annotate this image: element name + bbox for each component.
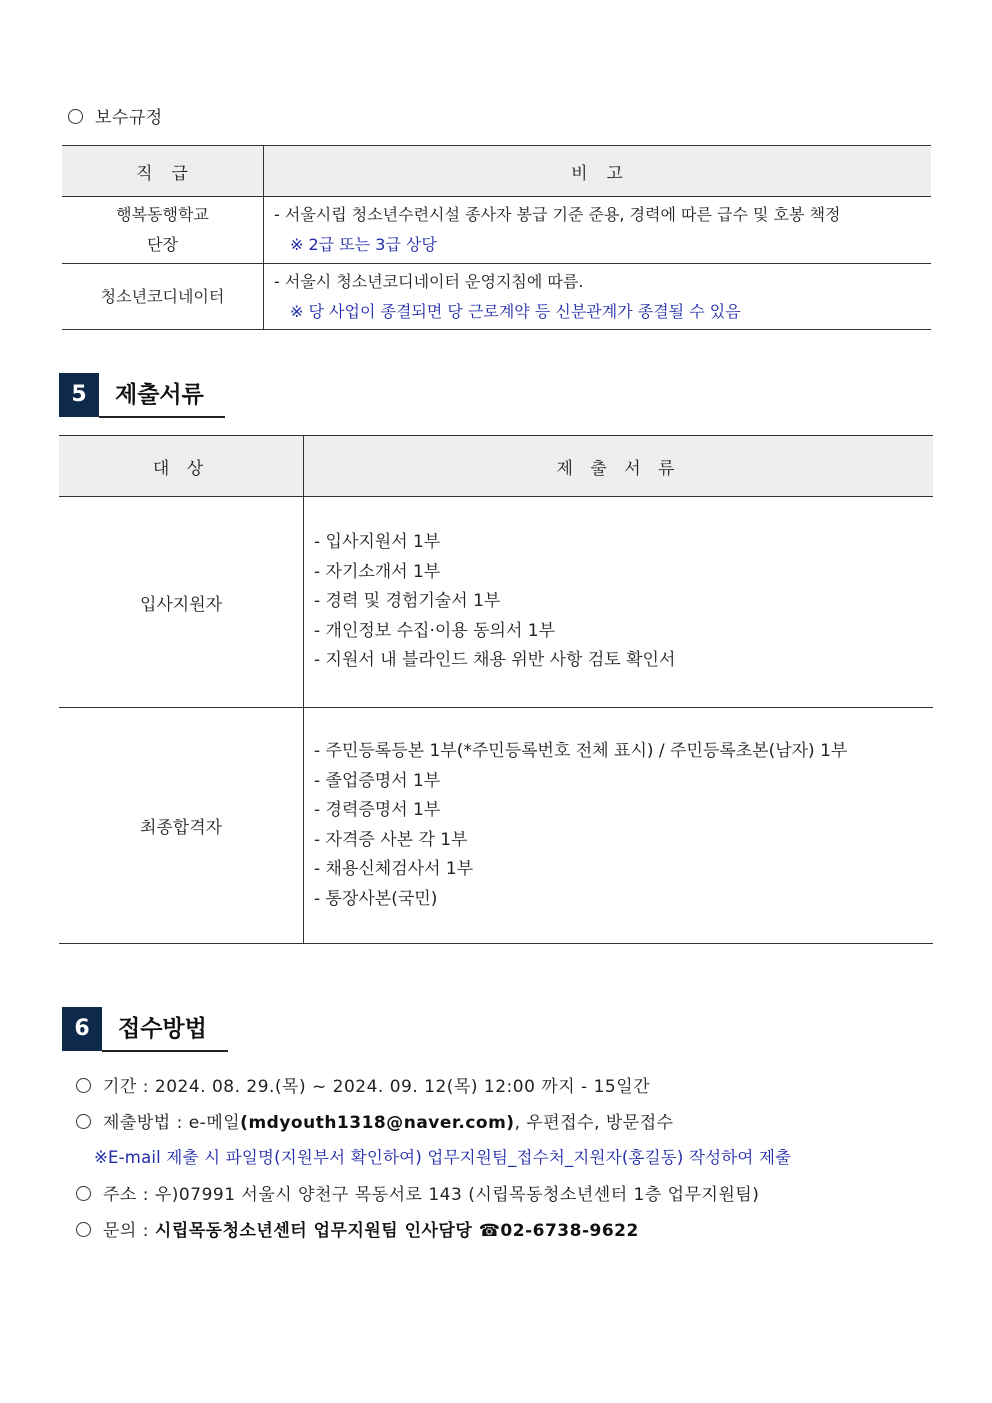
documents-table	[59, 435, 933, 944]
position-cell	[62, 197, 264, 264]
circle-bullet-icon	[76, 1186, 91, 1201]
document-item: - 자격증 사본 각 1부	[314, 829, 468, 850]
contact-label: 문의 :	[103, 1221, 155, 1241]
position-line: 단장	[147, 235, 178, 254]
circle-bullet-icon	[76, 1114, 91, 1129]
target-cell: 최종합격자	[59, 708, 304, 944]
section-underline	[99, 416, 225, 418]
note-text: - 서울시립 청소년수련시설 종사자 봉급 기준 준용, 경력에 따른 급수 및 호봉 책정	[274, 205, 841, 224]
method-note: ※E-mail 제출 시 파일명(지원부서 확인하여) 업무지원팀_접수처_지원자(홍길동) 작성하여 제출	[94, 1148, 792, 1167]
document-item: - 경력증명서 1부	[314, 800, 441, 820]
method-rest: , 우편접수, 방문접수	[514, 1113, 674, 1133]
target-cell: 입사지원자	[59, 497, 304, 708]
section-title: 접수방법	[118, 1016, 207, 1042]
position-line: 행복동행학교	[116, 205, 209, 224]
table-row	[59, 708, 933, 944]
table-header-note: 비 고	[264, 146, 932, 197]
table-header-documents: 제 출 서 류	[304, 436, 934, 497]
note-text: - 서울시 청소년코디네이터 운영지침에 따름.	[274, 271, 584, 291]
document-item: - 경력 및 경험기술서 1부	[314, 591, 501, 612]
pay-rules-heading-text: 보수규정	[95, 108, 163, 128]
note-subtext: ※ 당 사업이 종결되면 당 근로계약 등 신분관계가 종결될 수 있음	[290, 301, 741, 321]
table-row	[59, 497, 933, 708]
section-6-header	[62, 1007, 242, 1051]
document-item: - 채용신체검사서 1부	[314, 859, 474, 879]
contact-item	[76, 1216, 639, 1241]
table-header-target: 대 상	[59, 436, 304, 497]
documents-cell	[304, 708, 934, 944]
method-email: (mdyouth1318@naver.com)	[240, 1113, 515, 1133]
circle-bullet-icon	[68, 109, 83, 124]
method-item	[76, 1108, 674, 1133]
note-cell	[264, 197, 932, 264]
section-title: 제출서류	[115, 382, 204, 408]
pay-rules-table	[62, 145, 931, 330]
table-row	[62, 264, 931, 330]
document-item: - 졸업증명서 1부	[314, 770, 441, 791]
table-header-row	[59, 436, 933, 497]
contact-value: 시립목동청소년센터 업무지원팀 인사담당 ☎02-6738-9622	[154, 1221, 639, 1241]
section-number: 6	[62, 1007, 102, 1051]
document-item: - 주민등록등본 1부(*주민등록번호 전체 표시) / 주민등록초본(남자) 1부	[314, 741, 848, 761]
address-text: 주소 : 우)07991 서울시 양천구 목동서로 143 (시립목동청소년센터 1층 업무지원팀)	[103, 1185, 760, 1205]
circle-bullet-icon	[76, 1078, 91, 1093]
documents-cell	[304, 497, 934, 708]
position-cell	[62, 264, 264, 330]
document-item: - 통장사본(국민)	[314, 888, 438, 909]
table-row	[62, 197, 931, 264]
section-underline	[102, 1050, 228, 1052]
section-number: 5	[59, 373, 99, 417]
section-5-header	[59, 373, 239, 417]
note-subtext: ※ 2급 또는 3급 상당	[290, 235, 437, 254]
table-header-position: 직 급	[62, 146, 264, 197]
period-text: 기간 : 2024. 08. 29.(목) ~ 2024. 09. 12(목) 12:00 까지 - 15일간	[103, 1077, 651, 1097]
table-header-row	[62, 146, 931, 197]
position-line: 청소년코디네이터	[100, 286, 225, 306]
method-label: 제출방법 : e-메일	[103, 1113, 241, 1133]
period-item	[76, 1072, 650, 1097]
document-item: - 지원서 내 블라인드 채용 위반 사항 검토 확인서	[314, 650, 676, 671]
document-item: - 자기소개서 1부	[314, 561, 441, 582]
note-cell	[264, 264, 932, 330]
pay-rules-heading	[68, 103, 163, 128]
address-item	[76, 1180, 759, 1205]
document-item: - 입사지원서 1부	[314, 532, 441, 553]
document-item: - 개인정보 수집·이용 동의서 1부	[314, 620, 556, 641]
circle-bullet-icon	[76, 1222, 91, 1237]
